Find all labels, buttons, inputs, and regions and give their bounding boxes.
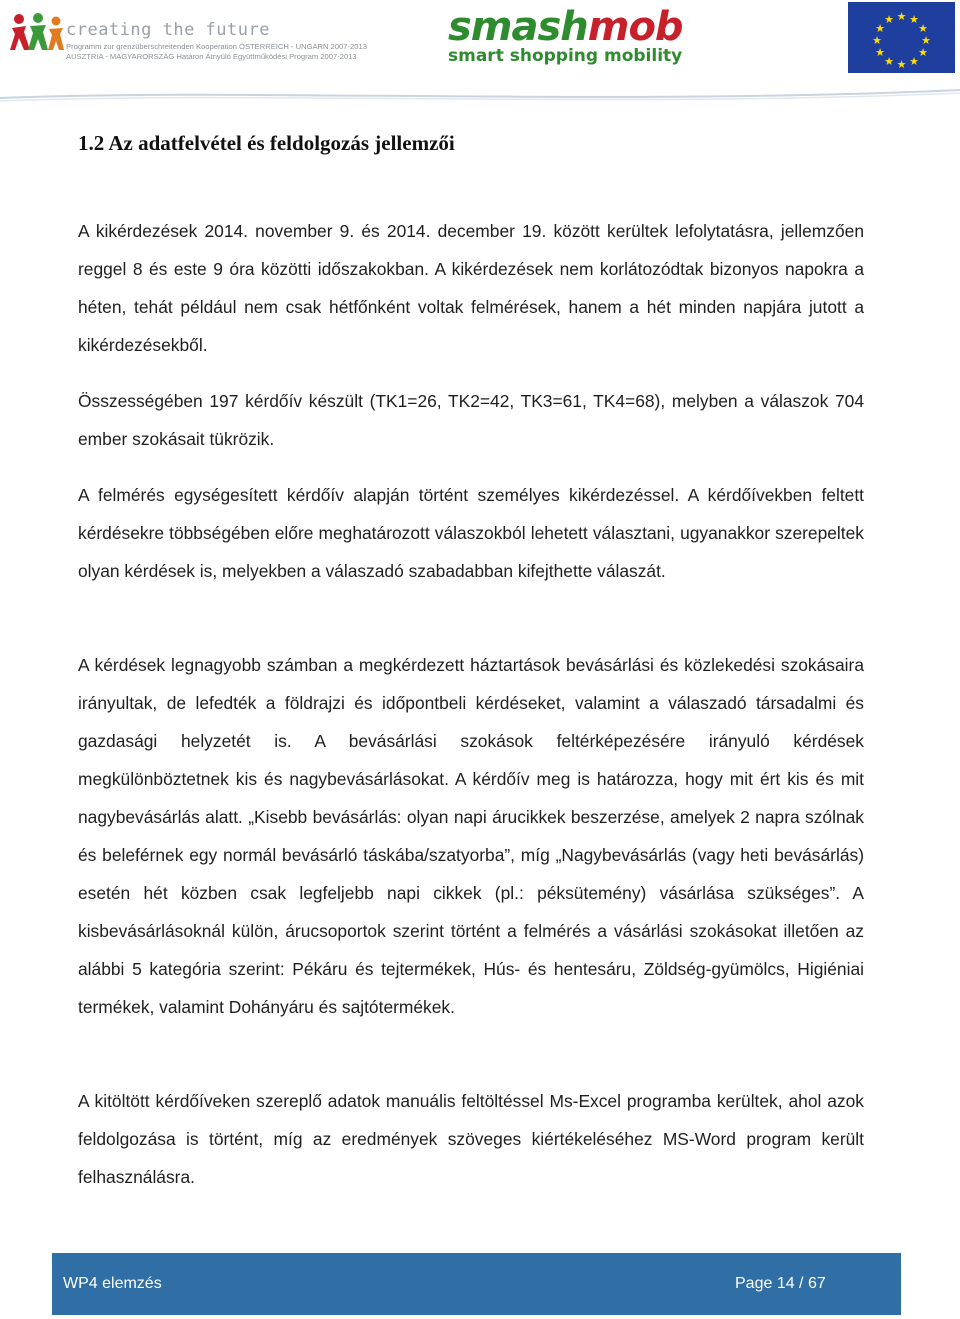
svg-text:★: ★ <box>909 55 919 68</box>
paragraph-survey-method: A felmérés egységesített kérdőív alapján történt személyes kikérdezéssel. A kérdőívekben feltett kérdésekre többségében előre meghatározott válaszokból lehetett választani, ugyanakkor szerepeltek olyan kérdések is, melyekben a válaszadó szabadabban kifejthette válaszát. <box>78 485 864 581</box>
brand-name <box>448 4 683 50</box>
paragraph-questionnaire-count: Összességében 197 kérdőív készült (TK1=26, TK2=42, TK3=61, TK4=68), melyben a válaszok 704 ember szokásait tükrözik. <box>78 391 864 449</box>
brand-subtitle: smart shopping mobility <box>448 46 683 66</box>
program-text <box>66 42 367 62</box>
program-line-2: AUSZTRIA - MAGYARORSZÁG Határon Átnyúló Együttműködési Program 2007-2013 <box>66 52 357 61</box>
svg-text:★: ★ <box>921 34 931 47</box>
svg-text:★: ★ <box>896 10 907 23</box>
svg-text:★: ★ <box>909 13 919 26</box>
smashmob-logo <box>448 4 683 74</box>
brand-name-part2: mob <box>587 4 683 50</box>
program-line-1: Programm zur grenzüberschreitenden Kooperation ÖSTERREICH - UNGARN 2007-2013 <box>66 42 367 51</box>
footer-document-label: WP4 elemzés <box>63 1275 162 1292</box>
eu-flag-icon <box>848 2 955 73</box>
svg-text:★: ★ <box>918 46 928 59</box>
logo-tagline: creating the future <box>66 20 270 40</box>
section-heading: 1.2 Az adatfelvétel és feldolgozás jellemzői <box>78 131 455 155</box>
svg-text:★: ★ <box>884 13 894 26</box>
svg-text:★: ★ <box>918 22 928 35</box>
footer-page-number: Page 14 / 67 <box>735 1275 826 1292</box>
header-divider <box>0 84 960 106</box>
brand-name-part1: smash <box>448 4 588 50</box>
page-header <box>0 0 960 110</box>
paragraph-survey-period: A kikérdezések 2014. november 9. és 2014. december 19. között kerültek lefolytatásra, jellemzően reggel 8 és este 9 óra közötti időszakokban. A kikérdezések nem korlátozódtak bizonyos napokra a héten, tehát például nem csak hétfőnként voltak felmérések, hanem a hét minden napjára jutott a kikérdezésekből. <box>78 221 864 355</box>
svg-text:★: ★ <box>875 22 885 35</box>
creating-the-future-logo <box>10 12 367 66</box>
paragraph-question-topics: A kérdések legnagyobb számban a megkérdezett háztartások bevásárlási és közlekedési szokásaira irányultak, de lefedték a földrajzi és időpontbeli kérdéseket, valamint a válaszadó társadalmi és gazdasági helyzetét is. A bevásárlási szokások feltérképezésére irányuló kérdések megkülönböztetnek kis és nagybevásárlásokat. A kérdőív meg is határozza, hogy mit ért kis és mit nagybevásárlás alatt. „Kisebb bevásárlás: olyan napi árucikkek beszerzése, amelyek 2 napra szólnak és beleférnek egy normál bevásárló táskába/szatyorba”, míg „Nagybevásárlás (vagy heti bevásárlás) esetén hét közben csak legfeljebb napi cikkek (pl.: péksütemény) vásárlása szükséges”. A kisbevásárlásoknál külön, árucsoportok szerint történt a felmérés a vásárlási szokásokat illetően az alábbi 5 kategória szerint: Pékáru és tejtermékek, Hús- és hentesáru, Zöldség-gyümölcs, Higiéniai termékek, valamint Dohányáru és sajtótermékek. <box>78 655 864 1017</box>
svg-text:★: ★ <box>884 55 894 68</box>
svg-text:★: ★ <box>875 46 885 59</box>
people-logo-icon <box>10 12 64 54</box>
svg-text:★: ★ <box>896 58 907 71</box>
page-footer <box>52 1253 901 1315</box>
svg-text:★: ★ <box>872 34 882 47</box>
paragraph-data-processing: A kitöltött kérdőíveken szereplő adatok manuális feltöltéssel Ms-Excel programba kerültek, ahol azok feldolgozása is történt, míg az eredmények szöveges kiértékeléséhez MS-Word program került felhasználásra. <box>78 1091 864 1187</box>
